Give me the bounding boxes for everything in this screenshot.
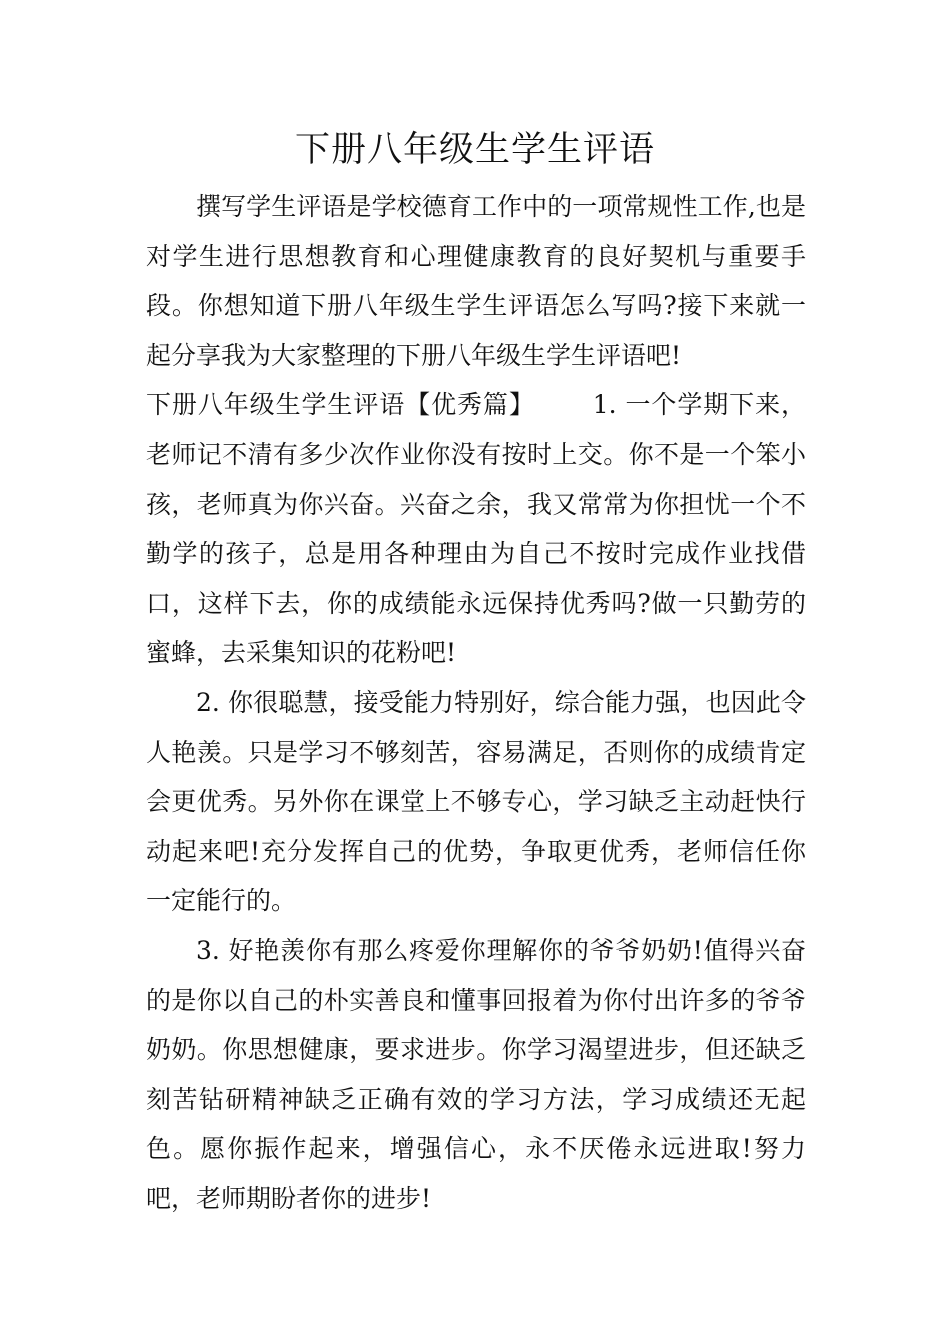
comment-1: 1. 一个学期下来，老师记不清有多少次作业你没有按时上交。你不是一个笨小孩，老师真为你兴奋。兴奋之余，我又常常为你担忧一个不勤学的孩子，总是用各种理由为自己不按时完成作业找借口，这样下去，你的成绩能永远保持优秀吗?做一只勤劳的蜜蜂，去采集知识的花粉吧! <box>146 390 806 668</box>
section-paragraph <box>146 380 806 678</box>
comment-2: 2. 你很聪慧，接受能力特别好，综合能力强，也因此令人艳羡。只是学习不够刻苦，容易满足，否则你的成绩肯定会更优秀。另外你在课堂上不够专心，学习缺乏主动赶快行动起来吧!充分发挥自己的优势，争取更优秀，老师信任你一定能行的。 <box>146 687 806 916</box>
document-body <box>146 182 806 1223</box>
intro-paragraph: 撰写学生评语是学校德育工作中的一项常规性工作,也是对学生进行思想教育和心理健康教育的良好契机与重要手段。你想知道下册八年级生学生评语怎么写吗?接下来就一起分享我为大家整理的下册八年级生学生评语吧! <box>146 192 806 370</box>
comment-3: 3. 好艳羡你有那么疼爱你理解你的爷爷奶奶!值得兴奋的是你以自己的朴实善良和懂事回报着为你付出许多的爷爷奶奶。你思想健康，要求进步。你学习渴望进步，但还缺乏刻苦钻研精神缺乏正确有效的学习方法，学习成绩还无起色。愿你振作起来，增强信心，永不厌倦永远进取!努力吧，老师期盼者你的进步! <box>146 935 806 1213</box>
page-title: 下册八年级生学生评语 <box>294 130 655 170</box>
section-heading: 下册八年级生学生评语【优秀篇】 <box>146 390 535 420</box>
